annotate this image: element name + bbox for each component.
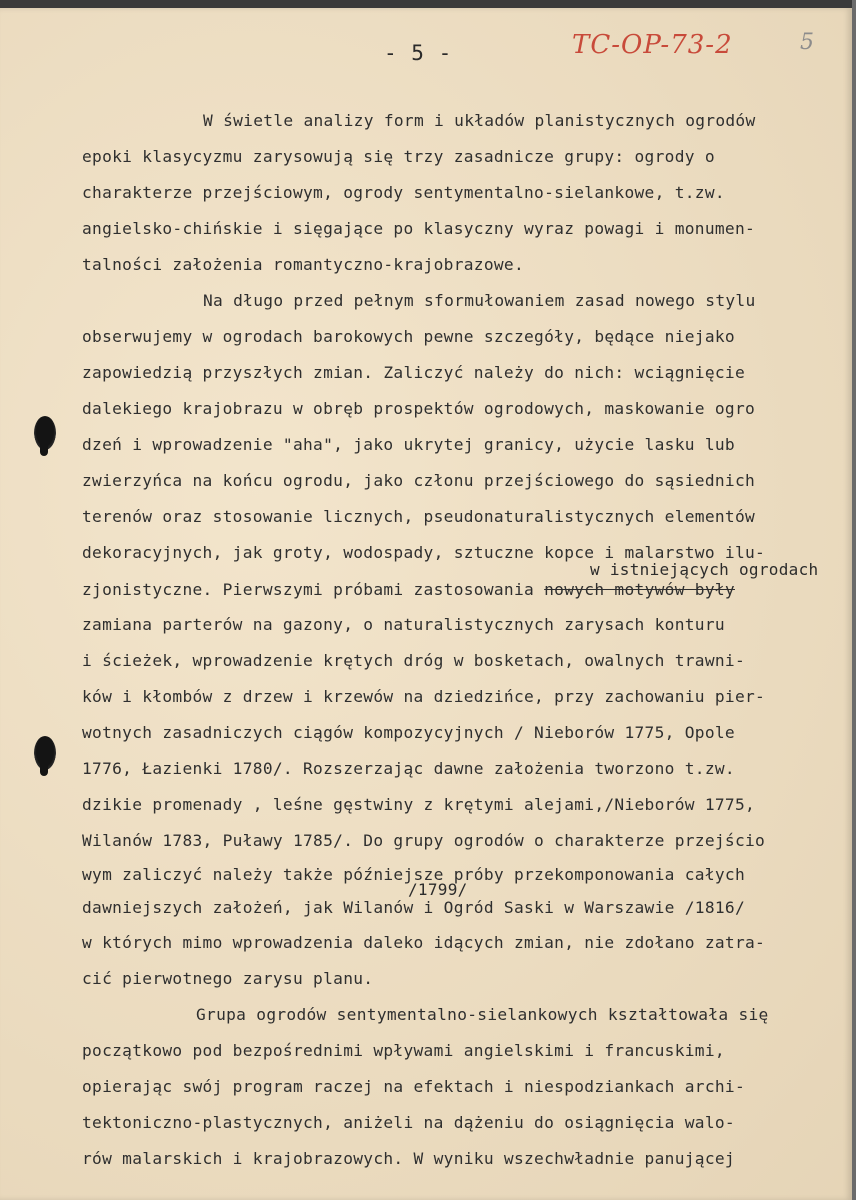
text-line: zjonistyczne. Pierwszymi próbami zastosowania nowych motywów były (82, 580, 735, 599)
text-line: rów malarskich i krajobrazowych. W wyniku wszechwładnie panującej (82, 1149, 735, 1168)
text-line: Grupa ogrodów sentymentalno-sielankowych kształtowała się (196, 1005, 769, 1024)
punch-hole-bottom (34, 736, 56, 770)
text-line: 1776, Łazienki 1780/. Rozszerzając dawne założenia tworzono t.zw. (82, 759, 735, 778)
text-line: terenów oraz stosowanie licznych, pseudonaturalistycznych elementów (82, 507, 756, 526)
text-line: W świetle analizy form i układów planistycznych ogrodów (203, 111, 756, 130)
text-line: tektoniczno-plastycznych, aniżeli na dążeniu do osiągnięcia walo- (82, 1113, 735, 1132)
text-line: cić pierwotnego zarysu planu. (82, 969, 374, 988)
text-line: charakterze przejściowym, ogrody sentymentalno-sielankowe, t.zw. (82, 183, 725, 202)
punch-hole-top (34, 416, 56, 450)
text-line: początkowo pod bezpośrednimi wpływami angielskimi i francuskimi, (82, 1041, 725, 1060)
text-line: Wilanów 1783, Puławy 1785/. Do grupy ogrodów o charakterze przejścio (82, 831, 766, 850)
text-line: dzeń i wprowadzenie "aha", jako ukrytej granicy, użycie lasku lub (82, 435, 735, 454)
text-line: epoki klasycyzmu zarysowują się trzy zasadnicze grupy: ogrody o (82, 147, 715, 166)
text-line: talności założenia romantyczno-krajobrazowe. (82, 255, 525, 274)
text-line: opierając swój program raczej na efektach i niespodziankach archi- (82, 1077, 746, 1096)
text-line: wym zaliczyć należy także późniejsze próby przekomponowania całych (82, 865, 746, 884)
text-line: dawniejszych założeń, jak Wilanów i Ogród Saski w Warszawie /1816/ (82, 898, 746, 917)
text-line: dalekiego krajobrazu w obręb prospektów ogrodowych, maskowanie ogro (82, 399, 756, 418)
handwritten-insert: /1799/ (408, 880, 468, 899)
text-line: wotnych zasadniczych ciągów kompozycyjnych / Nieborów 1775, Opole (82, 723, 735, 742)
scan-edge (852, 0, 856, 1200)
text-line: dzikie promenady , leśne gęstwiny z krętymi alejami,/Nieborów 1775, (82, 795, 756, 814)
text-line: zwierzyńca na końcu ogrodu, jako członu przejściowego do sąsiednich (82, 471, 756, 490)
text-line: zapowiedzią przyszłych zmian. Zaliczyć należy do nich: wciągnięcie (82, 363, 746, 382)
text-line: obserwujemy w ogrodach barokowych pewne szczegóły, będące niejako (82, 327, 735, 346)
text-line: angielsko-chińskie i sięgające po klasyczny wyraz powagi i monumen- (82, 219, 756, 238)
page-number: - 5 - (384, 41, 453, 65)
pencil-page-number: 5 (800, 30, 814, 55)
text-line: w których mimo wprowadzenia daleko idących zmian, nie zdołano zatra- (82, 933, 766, 952)
text-line: Na długo przed pełnym sformułowaniem zasad nowego stylu (203, 291, 756, 310)
archive-reference: TC-OP-73-2 (572, 30, 733, 60)
text-line: i ścieżek, wprowadzenie krętych dróg w bosketach, owalnych trawni- (82, 651, 746, 670)
struck-text: nowych motywów były (544, 580, 735, 599)
text-line: ków i kłombów z drzew i krzewów na dziedzińce, przy zachowaniu pier- (82, 687, 766, 706)
handwritten-insert: w istniejących ogrodach (590, 560, 819, 579)
text-line: dekoracyjnych, jak groty, wodospady, sztuczne kopce i malarstwo ilu- (82, 543, 766, 562)
text-line: zamiana parterów na gazony, o naturalistycznych zarysach konturu (82, 615, 725, 634)
document-page (0, 8, 852, 1200)
